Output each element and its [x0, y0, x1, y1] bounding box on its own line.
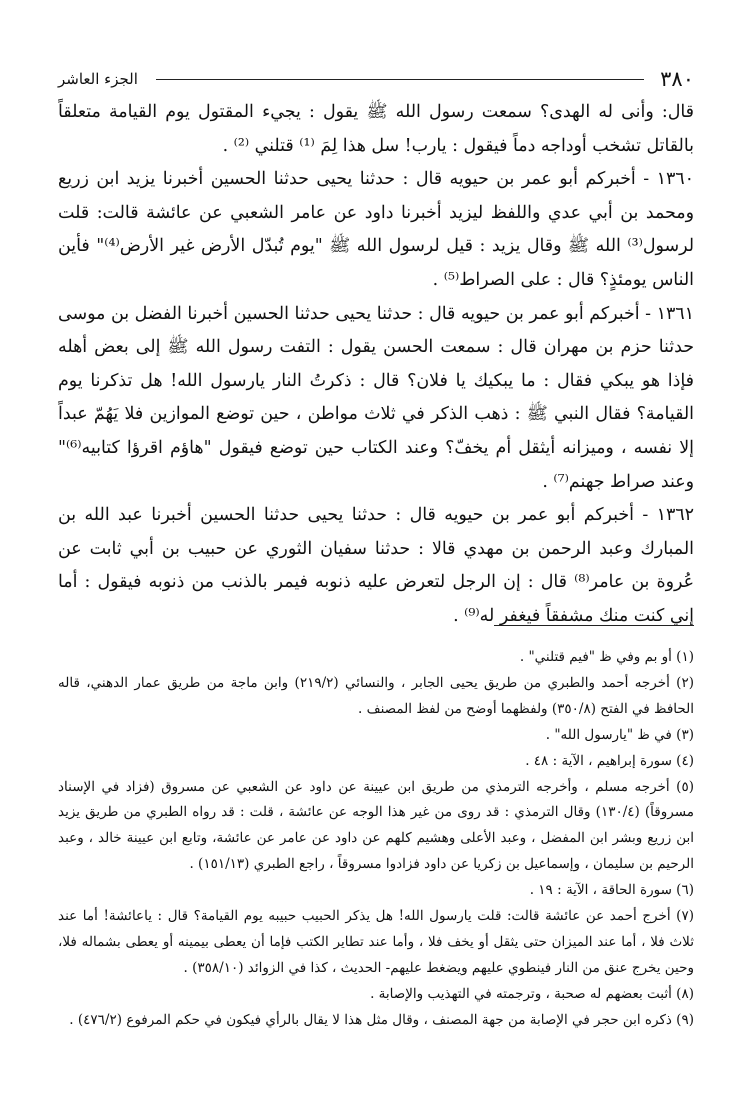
footnote-8: (٨) أثبت بعضهم له صحبة ، وترجمته في التهذيب والإصابة .	[370, 985, 694, 1002]
footnote-separator	[494, 625, 694, 626]
footnote-6: (٦) سورة الحاقة ، الآية : ١٩ .	[529, 882, 694, 899]
footnote-5: (٥) أخرجه مسلم ، وأخرجه الترمذي من طريق ابن عيينة عن داود عن الشعبي عن مسروق (فزاد في الإسناد مسروقاً) (١٣٠/٤) وقال الترمذي : قد روى من غير هذا الوجه عن عائشة ، قلت : قد رواه الطبري من طريق يزيد ابن زريع وبشر ابن المفضل ، وعبد الأعلى وهشيم كلهم عن داود عن عامر عن عائشة، وتابع ابن عيينة خالد ، وعبد الرحيم بن سليمان ، وإسماعيل بن زكريا عن داود فزادوا مسروقاً ، راجع الطبري (١٥١/١٣) .	[58, 778, 694, 873]
page-number: ٣٨٠	[660, 67, 694, 91]
footnote-4: (٤) سورة إبراهيم ، الآية : ٤٨ .	[525, 752, 694, 769]
page-header	[58, 68, 694, 90]
hadith-1361: ١٣٦١ - أخبركم أبو عمر بن حيويه قال : حدثنا يحيى حدثنا الحسين أخبرنا الفضل بن موسى حدثنا حزم بن مهران قال : سمعت الحسن يقول : التفت رسول الله ﷺ إلى بعض أهله فإذا هو يبكي فقال : ما يبكيك يا فلان؟ قال : ذكرتُ النار يارسول الله! هل تذكرنا يوم القيامة؟ فقال النبي ﷺ : ذهب الذكر في ثلاث مواطن ، حين توضع الموازين فلا يَهُمّ عبداً إلا نفسه ، وميزانه أيثقل أم يخفّ؟ وعند الكتاب حين توضع فيقول "هاؤم اقرؤا كتابيه⁽⁶⁾" وعند صراط جهنم⁽⁷⁾ .	[58, 303, 694, 492]
hadith-1360: ١٣٦٠ - أخبركم أبو عمر بن حيويه قال : حدثنا يحيى حدثنا الحسين أخبرنا يزيد ابن زريع ومحمد بن أبي عدي واللفظ ليزيد أخبرنا داود عن عامر الشعبي عن عائشة قالت: قلت لرسول⁽³⁾ الله ﷺ وقال يزيد : قيل لرسول الله ﷺ "يوم تُبدّل الأرض غير الأرض⁽⁴⁾" فأين الناس يومئذٍ؟ قال : على الصراط⁽⁵⁾ .	[58, 169, 694, 290]
header-rule	[156, 79, 644, 80]
footnote-2: (٢) أخرجه أحمد والطبري من طريق يحيى الجابر ، والنسائي (٢١٩/٢) وابن ماجة من طريق عمار الدهني، قاله الحافظ في الفتح (٣٥٠/٨) ولفظهما أوضح من لفظ المصنف .	[58, 674, 694, 717]
running-title: الجزء العاشر	[58, 70, 138, 88]
footnotes	[58, 645, 694, 1034]
footnote-7: (٧) أخرج أحمد عن عائشة قالت: قلت يارسول الله! هل يذكر الحبيب حبيبه يوم القيامة؟ قال : ياعائشة! أما عند ثلاث فلا ، أما عند الميزان حتى يثقل أو يخف فلا ، وأما عند تطاير الكتب فإما أن يعطى بيمينه أو يعطى بشماله فلا، وحين يخرج عنق من النار فينطوي عليهم ويضغط عليهم- الحديث ، كذا في الزوائد (٣٥٨/١٠) .	[58, 908, 694, 976]
footnote-3: (٣) في ظ "يارسول الله" .	[545, 726, 694, 743]
footnote-1: (١) أو بم وفي ظ "فيم قتلني" .	[519, 649, 694, 665]
hadith-1362: ١٣٦٢ - أخبركم أبو عمر بن حيويه قال : حدثنا يحيى حدثنا الحسين أخبرنا عبد الله بن المبارك وعبد الرحمن بن مهدي قالا : حدثنا سفيان الثوري عن حبيب بن أبي ثابت عن عُروة بن عامر⁽⁸⁾ قال : إن الرجل لتعرض عليه ذنوبه فيمر بالذنب من ذنوبه فيقول : أما إني كنت منك مشفقاً فيغفر له⁽⁹⁾ .	[58, 505, 694, 626]
footnote-9: (٩) ذكره ابن حجر في الإصابة من جهة المصنف ، وقال مثل هذا لا يقال بالرأي فيكون في حكم المرفوع (٤٧٦/٢) .	[69, 1011, 694, 1028]
main-text	[58, 96, 694, 634]
paragraph-continuation: قال: وأنى له الهدى؟ سمعت رسول الله ﷺ يقول : يجيء المقتول يوم القيامة متعلقاً بالقاتل تشخب أوداجه دماً فيقول : يارب! سل هذا لِمَ ⁽¹⁾ قتلني ⁽²⁾ .	[58, 102, 694, 156]
